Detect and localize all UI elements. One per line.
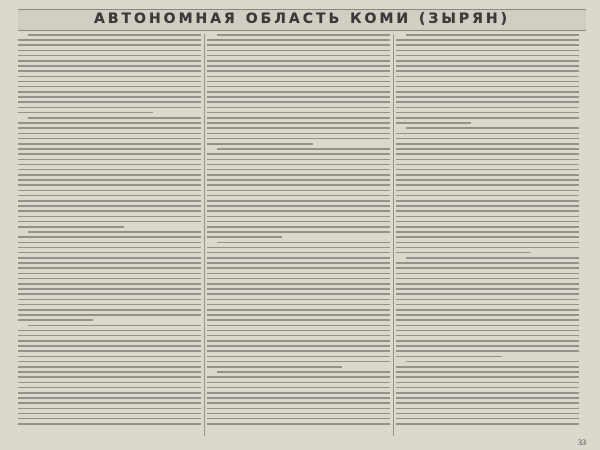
text-line xyxy=(406,34,579,36)
text-line xyxy=(18,39,201,41)
text-line xyxy=(207,293,390,295)
text-line xyxy=(396,65,579,67)
text-line xyxy=(18,70,201,72)
text-line xyxy=(396,190,579,192)
text-line xyxy=(18,112,153,114)
text-line xyxy=(18,101,201,103)
text-line xyxy=(396,101,579,103)
text-line xyxy=(396,112,579,114)
text-line xyxy=(18,267,201,269)
text-line xyxy=(207,418,390,420)
text-line xyxy=(28,325,201,327)
text-line xyxy=(18,153,201,155)
text-line xyxy=(396,345,579,347)
text-line xyxy=(207,81,390,83)
text-line xyxy=(396,50,579,52)
text-line xyxy=(207,392,390,394)
text-line xyxy=(18,356,201,358)
text-line xyxy=(18,340,201,342)
text-line xyxy=(18,257,201,259)
text-line xyxy=(207,345,390,347)
text-line xyxy=(396,216,579,218)
text-line xyxy=(396,39,579,41)
text-line xyxy=(217,34,390,36)
text-line xyxy=(18,122,201,124)
text-line xyxy=(207,127,390,129)
text-line xyxy=(396,278,579,280)
text-line xyxy=(396,262,579,264)
text-line xyxy=(28,231,201,233)
text-line xyxy=(207,91,390,93)
text-line xyxy=(18,226,124,228)
text-line xyxy=(207,361,390,363)
text-line xyxy=(396,138,579,140)
text-line xyxy=(207,262,390,264)
text-line xyxy=(396,117,579,119)
text-line xyxy=(396,153,579,155)
text-line xyxy=(207,382,390,384)
text-line xyxy=(207,408,390,410)
text-line xyxy=(18,55,201,57)
text-line xyxy=(18,200,201,202)
text-line xyxy=(217,242,390,244)
text-line xyxy=(207,319,390,321)
text-line xyxy=(207,216,390,218)
text-line xyxy=(207,101,390,103)
text-line xyxy=(207,309,390,311)
text-line xyxy=(207,70,390,72)
text-line xyxy=(396,408,579,410)
text-line xyxy=(396,267,579,269)
text-line xyxy=(396,70,579,72)
text-line xyxy=(396,335,579,337)
text-line xyxy=(207,304,390,306)
text-line xyxy=(396,273,579,275)
text-line xyxy=(396,205,579,207)
text-line xyxy=(18,169,201,171)
text-line xyxy=(18,159,201,161)
text-line xyxy=(396,283,579,285)
text-line xyxy=(18,283,201,285)
text-line xyxy=(207,195,390,197)
text-line xyxy=(18,397,201,399)
text-line xyxy=(207,423,390,425)
text-line xyxy=(18,81,201,83)
text-line xyxy=(396,356,502,358)
text-line xyxy=(207,138,390,140)
text-line xyxy=(207,402,390,404)
text-line xyxy=(207,50,390,52)
text-line xyxy=(18,242,201,244)
text-line xyxy=(406,361,579,363)
text-line xyxy=(396,242,579,244)
text-line xyxy=(207,86,390,88)
text-line xyxy=(207,96,390,98)
text-line xyxy=(18,174,201,176)
text-line xyxy=(207,169,390,171)
text-line xyxy=(217,371,390,373)
text-line xyxy=(18,44,201,46)
text-line xyxy=(18,236,201,238)
text-column-2 xyxy=(207,34,390,436)
column-divider xyxy=(393,34,394,436)
text-line xyxy=(28,34,201,36)
text-line xyxy=(396,288,579,290)
text-line xyxy=(396,371,579,373)
page-number: 33 xyxy=(578,438,586,447)
text-line xyxy=(18,278,201,280)
text-line xyxy=(18,319,93,321)
text-line xyxy=(396,319,579,321)
text-line xyxy=(18,330,201,332)
text-line xyxy=(18,382,201,384)
text-line xyxy=(396,91,579,93)
text-line xyxy=(207,335,390,337)
page-title: АВТОНОМНАЯ ОБЛАСТЬ КОМИ (ЗЫРЯН) xyxy=(94,11,510,27)
text-line xyxy=(18,190,201,192)
text-line xyxy=(396,309,579,311)
text-line xyxy=(18,179,201,181)
text-line xyxy=(207,65,390,67)
text-line xyxy=(396,122,471,124)
text-line xyxy=(18,127,201,129)
text-line xyxy=(207,288,390,290)
text-line xyxy=(396,96,579,98)
text-line xyxy=(396,164,579,166)
text-line xyxy=(207,44,390,46)
text-line xyxy=(396,236,579,238)
text-line xyxy=(396,330,579,332)
text-line xyxy=(396,174,579,176)
text-line xyxy=(18,216,201,218)
text-line xyxy=(18,262,201,264)
text-line xyxy=(207,221,390,223)
text-line xyxy=(18,366,201,368)
text-line xyxy=(207,133,390,135)
text-line xyxy=(396,340,579,342)
text-line xyxy=(18,91,201,93)
text-line xyxy=(18,164,201,166)
text-line xyxy=(207,190,390,192)
text-line xyxy=(396,86,579,88)
text-column-1 xyxy=(18,34,201,436)
text-line xyxy=(18,133,201,135)
text-line xyxy=(396,299,579,301)
text-line xyxy=(396,148,579,150)
text-line xyxy=(396,366,579,368)
text-line xyxy=(207,153,390,155)
text-line xyxy=(207,299,390,301)
text-line xyxy=(396,195,579,197)
text-line xyxy=(18,376,201,378)
text-line xyxy=(207,179,390,181)
text-line xyxy=(396,226,579,228)
text-line xyxy=(396,418,579,420)
text-line xyxy=(18,143,201,145)
text-line xyxy=(396,325,579,327)
text-line xyxy=(18,371,201,373)
text-line xyxy=(396,382,579,384)
text-line xyxy=(207,112,390,114)
text-column-3 xyxy=(396,34,579,436)
text-line xyxy=(207,236,282,238)
text-line xyxy=(207,267,390,269)
text-line xyxy=(18,195,201,197)
text-line xyxy=(396,314,579,316)
text-line xyxy=(207,278,390,280)
text-line xyxy=(207,325,390,327)
text-line xyxy=(207,164,390,166)
text-line xyxy=(18,210,201,212)
text-line xyxy=(207,247,390,249)
text-line xyxy=(207,159,390,161)
text-line xyxy=(18,418,201,420)
column-divider xyxy=(204,34,205,436)
text-line xyxy=(396,397,579,399)
text-line xyxy=(396,423,579,425)
text-line xyxy=(18,299,201,301)
text-line xyxy=(207,55,390,57)
text-line xyxy=(207,252,390,254)
text-line xyxy=(18,350,201,352)
text-line xyxy=(396,55,579,57)
text-line xyxy=(18,60,201,62)
text-line xyxy=(18,309,201,311)
text-line xyxy=(207,210,390,212)
text-line xyxy=(207,107,390,109)
text-line xyxy=(396,200,579,202)
text-line xyxy=(18,205,201,207)
text-line xyxy=(207,205,390,207)
text-line xyxy=(18,221,201,223)
text-line xyxy=(207,376,390,378)
text-line xyxy=(396,81,579,83)
text-line xyxy=(18,408,201,410)
text-line xyxy=(207,174,390,176)
text-line xyxy=(18,273,201,275)
text-line xyxy=(18,76,201,78)
text-line xyxy=(207,413,390,415)
text-line xyxy=(396,107,579,109)
text-line xyxy=(406,257,579,259)
text-line xyxy=(406,127,579,129)
text-line xyxy=(396,402,579,404)
text-line xyxy=(207,226,390,228)
text-line xyxy=(396,392,579,394)
text-line xyxy=(207,231,390,233)
text-line xyxy=(396,133,579,135)
text-line xyxy=(396,231,579,233)
text-line xyxy=(18,293,201,295)
text-line xyxy=(207,184,390,186)
text-line xyxy=(396,159,579,161)
text-line xyxy=(396,387,579,389)
text-line xyxy=(396,413,579,415)
text-line xyxy=(396,143,579,145)
text-line xyxy=(396,169,579,171)
text-line xyxy=(207,200,390,202)
text-line xyxy=(18,288,201,290)
text-line xyxy=(18,247,201,249)
text-line xyxy=(217,148,390,150)
text-line xyxy=(207,387,390,389)
text-line xyxy=(18,314,201,316)
text-line xyxy=(396,179,579,181)
text-line xyxy=(207,314,390,316)
text-line xyxy=(396,252,531,254)
text-line xyxy=(18,423,201,425)
text-line xyxy=(207,60,390,62)
text-line xyxy=(207,366,342,368)
text-line xyxy=(207,330,390,332)
text-line xyxy=(18,184,201,186)
text-line xyxy=(18,96,201,98)
text-line xyxy=(396,210,579,212)
text-line xyxy=(18,402,201,404)
text-line xyxy=(207,283,390,285)
text-line xyxy=(207,117,390,119)
text-line xyxy=(396,44,579,46)
text-line xyxy=(18,387,201,389)
text-line xyxy=(18,86,201,88)
text-line xyxy=(396,376,579,378)
text-line xyxy=(18,65,201,67)
text-line xyxy=(207,356,390,358)
text-line xyxy=(396,350,579,352)
text-line xyxy=(396,60,579,62)
text-line xyxy=(207,39,390,41)
text-line xyxy=(396,221,579,223)
text-line xyxy=(18,304,201,306)
header-band xyxy=(18,9,586,31)
text-line xyxy=(18,413,201,415)
text-line xyxy=(207,257,390,259)
text-line xyxy=(207,350,390,352)
text-line xyxy=(18,148,201,150)
text-line xyxy=(18,50,201,52)
text-line xyxy=(396,76,579,78)
text-line xyxy=(18,345,201,347)
text-columns xyxy=(18,34,586,436)
text-line xyxy=(18,252,201,254)
text-line xyxy=(396,304,579,306)
text-line xyxy=(207,143,313,145)
text-line xyxy=(207,397,390,399)
text-line xyxy=(207,340,390,342)
text-line xyxy=(18,361,201,363)
text-line xyxy=(18,392,201,394)
text-line xyxy=(207,76,390,78)
text-line xyxy=(396,247,579,249)
text-line xyxy=(18,138,201,140)
text-line xyxy=(28,117,201,119)
text-line xyxy=(396,293,579,295)
text-line xyxy=(18,107,201,109)
text-line xyxy=(396,184,579,186)
text-line xyxy=(207,273,390,275)
text-line xyxy=(207,122,390,124)
text-line xyxy=(18,335,201,337)
